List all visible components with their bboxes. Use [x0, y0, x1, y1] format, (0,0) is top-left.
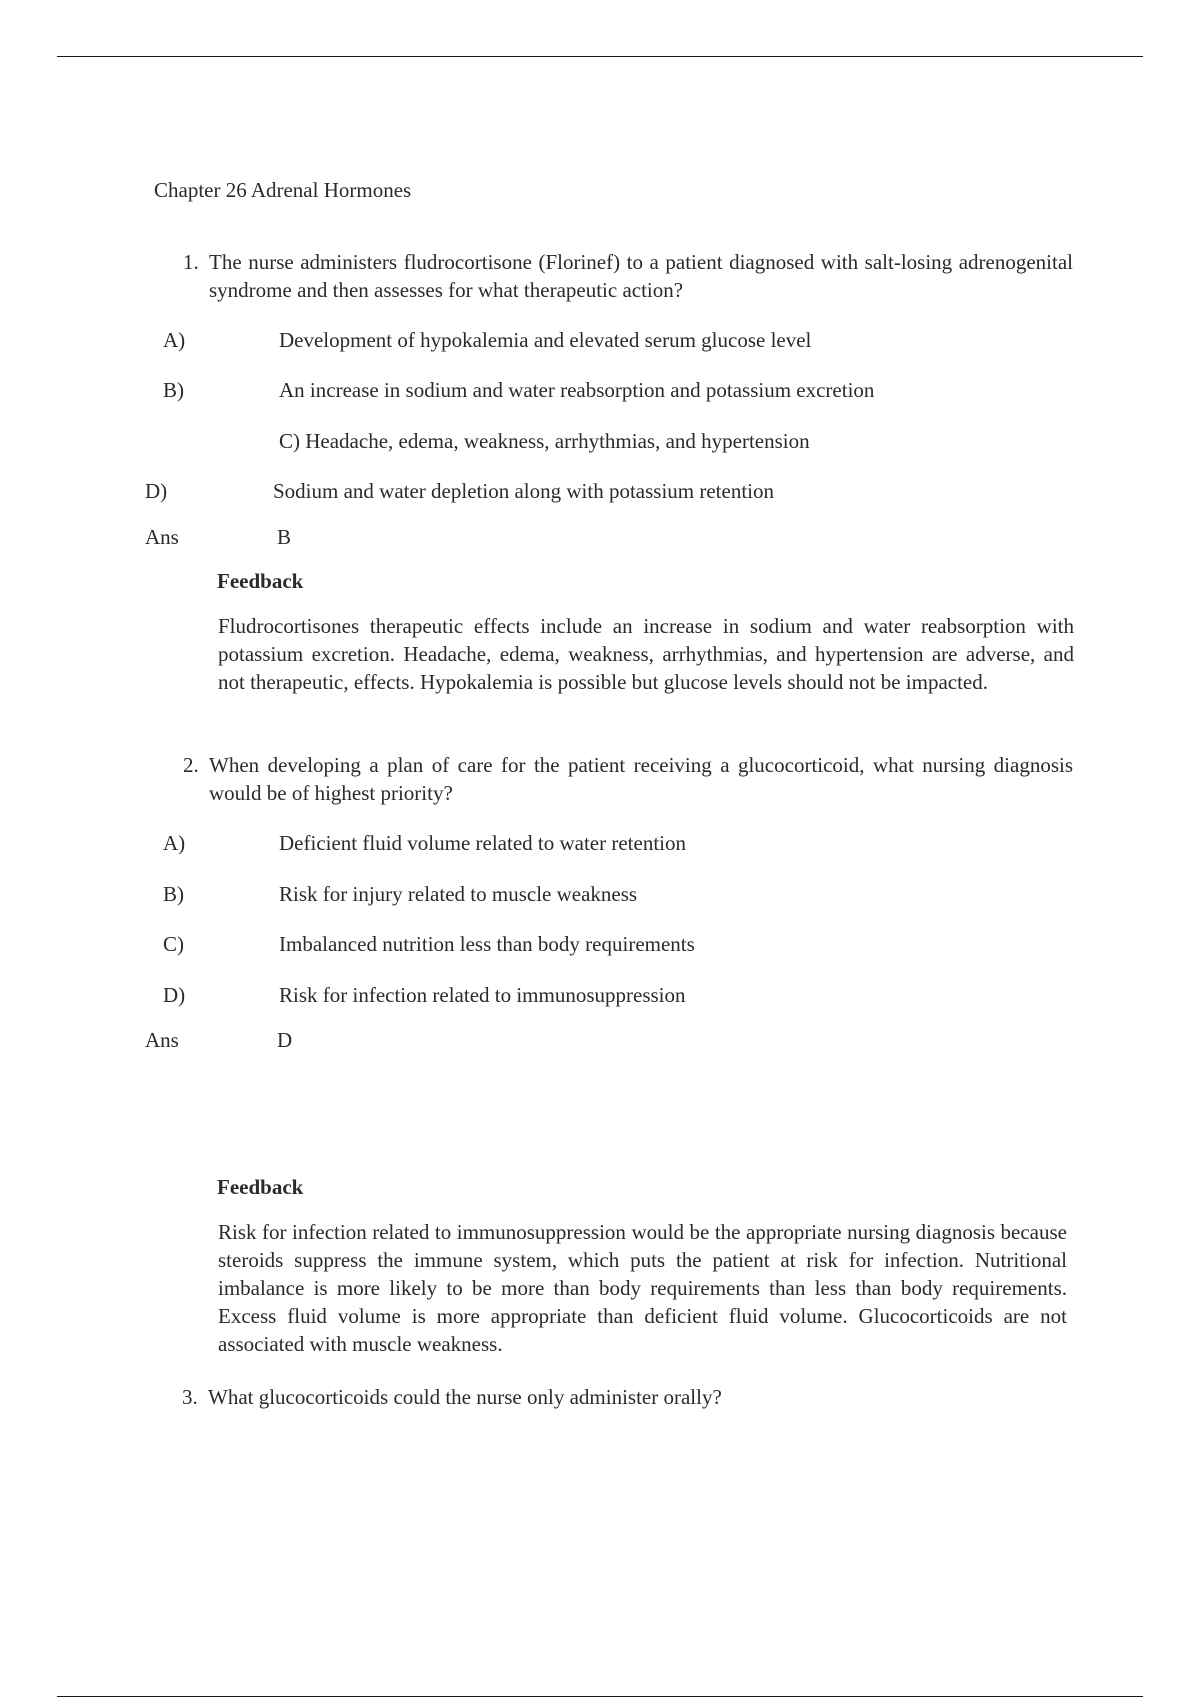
q1-feedback-text: Fludrocortisones therapeutic effects include an increase in sodium and water reabsorption with potassium excretion. Headache, edema, weakness, arrhythmias, and hypertension are adverse, and not therapeutic, effects. Hypokalemia is possible but glucose levels should not be impacted.	[218, 614, 1074, 694]
q2-option-c-text: Imbalanced nutrition less than body requirements	[279, 932, 695, 956]
q2-option-a-text: Deficient fluid volume related to water retention	[279, 831, 687, 855]
q1-number: 1.	[183, 250, 199, 274]
q2-text: When developing a plan of care for the patient receiving a glucocorticoid, what nursing diagnosis would be of highest priority?	[209, 753, 1073, 805]
q2-option-d-letter: D)	[163, 983, 186, 1007]
bottom-rule	[57, 1696, 1143, 1697]
chapter-title: Chapter 26 Adrenal Hormones	[154, 178, 412, 202]
q2-answer: D	[277, 1028, 293, 1052]
q1-option-b-text: An increase in sodium and water reabsorption and potassium excretion	[279, 378, 875, 402]
q2-feedback-label: Feedback	[217, 1175, 304, 1199]
q1-ans-label: Ans	[145, 525, 179, 549]
q2-option-a-letter: A)	[163, 831, 186, 855]
q2-option-d-text: Risk for infection related to immunosuppression	[279, 983, 686, 1007]
q1-text: The nurse administers fludrocortisone (Florinef) to a patient diagnosed with salt-losing adrenogenital syndrome and then assesses for what therapeutic action?	[209, 250, 1073, 302]
q2-option-c-letter: C)	[163, 932, 184, 956]
q2-option-b-letter: B)	[163, 882, 184, 906]
q1-option-a-letter: A)	[163, 328, 186, 352]
q2-ans-label: Ans	[145, 1028, 179, 1052]
q1-option-d-letter: D)	[145, 479, 168, 503]
q2-number: 2.	[183, 753, 199, 777]
top-rule	[57, 56, 1143, 57]
q1-option-d-text: Sodium and water depletion along with potassium retention	[273, 479, 774, 503]
q1-option-a-text: Development of hypokalemia and elevated serum glucose level	[279, 328, 812, 352]
q3-number: 3.	[182, 1385, 198, 1409]
q1-answer: B	[277, 525, 292, 549]
q3-text: What glucocorticoids could the nurse only administer orally?	[208, 1385, 722, 1409]
q2-option-b-text: Risk for injury related to muscle weakness	[279, 882, 638, 906]
q1-feedback-label: Feedback	[217, 569, 304, 593]
q1-option-b-letter: B)	[163, 378, 184, 402]
q1-option-c-text: C) Headache, edema, weakness, arrhythmias, and hypertension	[279, 429, 810, 453]
q2-feedback-text: Risk for infection related to immunosuppression would be the appropriate nursing diagnosis because steroids suppress the immune system, which puts the patient at risk for infection. Nutritional imbalance is more likely to be more than body requirements than less than body requirements. Excess fluid volume is more appropriate than deficient fluid volume. Glucocorticoids are not associated with muscle weakness.	[218, 1220, 1067, 1356]
